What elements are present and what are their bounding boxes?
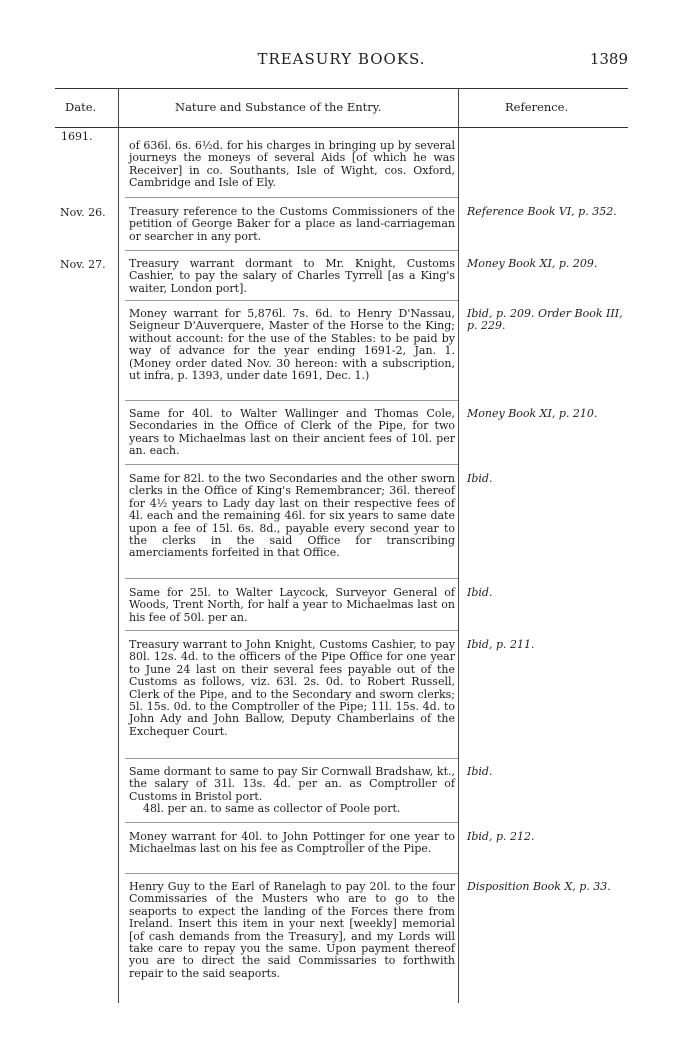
entry-text: Money warrant for 5,876l. 7s. 6d. to Henry D'Nassau, Seigneur D'Auverquere, Master of the Horse to the King; without account: for the use of the Stables: to be paid by way of advance for the year ending 1691-2, Jan. 1. (Money order dated Nov. 30 hereon: with a subscription, ut infra, p. 1393, under date 1691, Dec. 1.) (129, 307, 455, 383)
entry-reference: Ibid. (467, 765, 493, 778)
entry-reference: Disposition Book X, p. 33. (467, 880, 611, 893)
entry-date: Nov. 27. (60, 258, 106, 271)
column-rule-right (458, 88, 459, 1003)
entry-date: Nov. 26. (60, 206, 106, 219)
entry-separator (125, 578, 458, 579)
page-number: 1389 (589, 50, 628, 68)
entry-text: Treasury warrant dormant to Mr. Knight, Customs Cashier, to pay the salary of Charles Tyrrell [as a King's waiter, London port]. (129, 257, 455, 295)
reference-column-heading: Reference. (505, 100, 569, 114)
entry-reference: Ibid. (467, 586, 493, 599)
table-header (55, 88, 628, 128)
year-label: 1691. (61, 130, 93, 143)
entry-text: of 636l. 6s. 6½d. for his charges in bringing up by several journeys the moneys of several Aids [of which he was Receiver] in co. Southants, Isle of Wight, cos. Oxford, Cambridge and Isle of Ely. (129, 139, 455, 190)
entry-separator (125, 873, 458, 874)
entry-separator (125, 197, 458, 198)
entry-reference: Money Book XI, p. 209. (467, 257, 598, 270)
entry-separator (125, 464, 458, 465)
entry-separator (125, 758, 458, 759)
entry-text: Treasury reference to the Customs Commissioners of the petition of George Baker for a place as land-carriageman or searcher in any port. (129, 205, 455, 243)
entry-separator (125, 250, 458, 251)
column-rule-left (118, 88, 119, 1003)
entry-text: Same for 40l. to Walter Wallinger and Thomas Cole, Secondaries in the Office of Clerk of the Pipe, for two years to Michaelmas last on their ancient fees of 10l. per an. each. (129, 407, 455, 458)
entry-reference: Ibid, p. 211. (467, 638, 535, 651)
entry-text: Same for 25l. to Walter Laycock, Surveyor General of Woods, Trent North, for half a year to Michaelmas last on his fee of 50l. per an. (129, 586, 455, 624)
entry-text (129, 766, 455, 816)
nature-column-heading: Nature and Substance of the Entry. (175, 100, 382, 114)
entry-separator (125, 630, 458, 631)
running-title: TREASURY BOOKS. (257, 50, 426, 68)
entry-text: Money warrant for 40l. to John Pottinger for one year to Michaelmas last on his fee as Comptroller of the Pipe. (129, 830, 455, 856)
entry-reference: Reference Book VI, p. 352. (467, 205, 617, 218)
entry-paragraph: 48l. per an. to same as collector of Poole port. (143, 802, 401, 816)
entry-reference: Ibid, p. 209. Order Book III, p. 229. (467, 307, 623, 333)
entry-reference: Ibid, p. 212. (467, 830, 535, 843)
entry-text: Same for 82l. to the two Secondaries and the other sworn clerks in the Office of King's Remembrancer; 36l. thereof for 4½ years to Lady day last on their respective fees of 4l. each and the remaining 46l. for six years to same date upon a fee of 15l. 6s. 8d., payable every second year to the clerks in the said Office for transcribing amerciaments forfeited in that Office. (129, 472, 455, 560)
entry-paragraph: Same dormant to same to pay Sir Cornwall Bradshaw, kt., the salary of 31l. 13s. 4d. per an. as Comptroller of Customs in Bristol port. (129, 765, 455, 803)
date-column-heading: Date. (65, 100, 97, 114)
entry-reference: Ibid. (467, 472, 493, 485)
entry-separator (125, 822, 458, 823)
page-header (55, 50, 628, 72)
entry-separator (125, 400, 458, 401)
entry-text: Henry Guy to the Earl of Ranelagh to pay 20l. to the four Commissaries of the Musters who are to go to the seaports to expect the landing of the Forces there from Ireland. Insert this item in your next [weekly] memorial [of cash demands from the Treasury], and my Lords will take care to repay you the same. Upon payment thereof you are to direct the said Commissaries to forthwith repair to the said seaports. (129, 880, 455, 980)
entry-separator (125, 300, 458, 301)
entry-reference: Money Book XI, p. 210. (467, 407, 598, 420)
entry-text: Treasury warrant to John Knight, Customs Cashier, to pay 80l. 12s. 4d. to the officers of the Pipe Office for one year to June 24 last on their several fees payable out of the Customs as follows, viz. 63l. 2s. 0d. to Robert Russell, Clerk of the Pipe, and to the Secondary and sworn clerks; 5l. 15s. 0d. to the Comptroller of the Pipe; 11l. 15s. 4d. to John Ady and John Ballow, Deputy Chamberlains of the Exchequer Court. (129, 638, 455, 738)
